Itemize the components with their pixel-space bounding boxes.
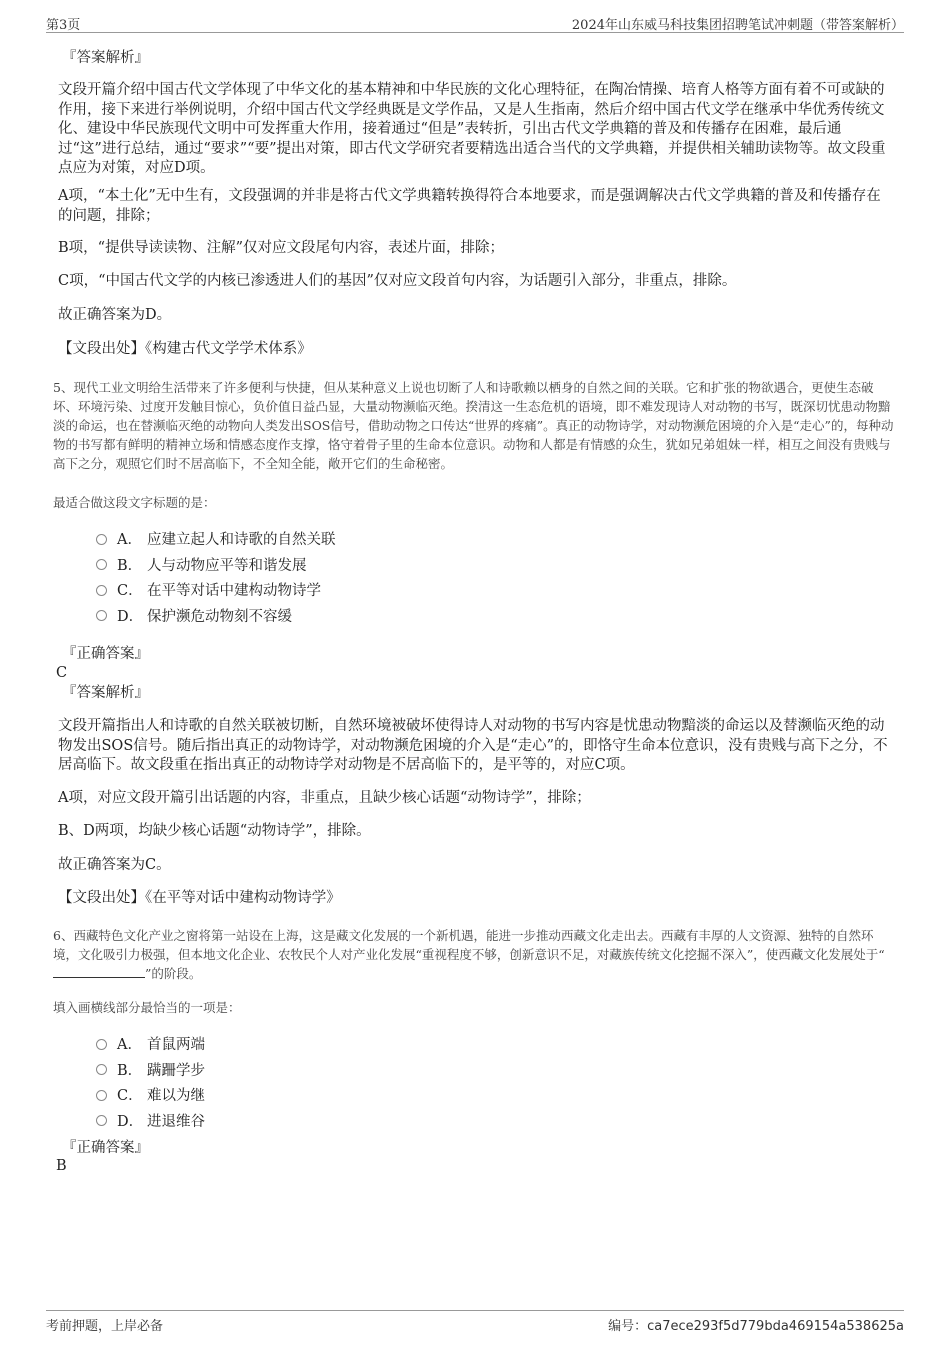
radio-icon[interactable] [96,585,107,596]
q5-question: 最适合做这段文字标题的是： [53,495,216,510]
radio-icon[interactable] [96,1090,107,1101]
q4-source: 【文段出处】《构建古代文学学术体系》 [58,341,312,357]
q4-option-a-analysis: A项，“本土化”无中生有，文段强调的并非是将古代文学典籍转换得符合本地要求，而是强调解决古代文学典籍的普及和传播存在的问题，排除； [58,188,881,224]
q5-options [96,528,336,630]
q5-answer: C [56,665,68,681]
page-footer [46,1310,904,1333]
q5-option-c[interactable]: C． 在平等对话中建构动物诗学 [96,579,336,605]
q5-analysis-text: 文段开篇指出人和诗歌的自然关联被切断，自然环境被破坏使得诗人对动物的书写内容是忧患动物黯淡的命运以及替濒临灭绝的动物发出SOS信号。随后指出真正的动物诗学，对动物濒危困境的介入是“走心”的，即恪守生命本位意识，没有贵贱与高下之分，不居高临下。故文段重在指出真正的动物诗学对动物是不居高临下的，是平等的，对应C项。 [58,718,888,773]
q4-analysis-label: 『答案解析』 [62,50,149,66]
radio-icon[interactable] [96,534,107,545]
q5-option-d[interactable]: D． 保护濒危动物刻不容缓 [96,605,336,631]
q6-option-c[interactable]: C． 难以为继 [96,1084,205,1110]
q5-answer-label: 『正确答案』 [62,646,149,662]
q4-option-b-analysis: B项，“提供导读读物、注解”仅对应文段尾句内容，表述片面，排除； [58,240,504,256]
radio-icon[interactable] [96,1039,107,1050]
radio-icon[interactable] [96,1115,107,1126]
document-title: 2024年山东威马科技集团招聘笔试冲刺题（带答案解析） [571,18,904,33]
q6-question: 填入画横线部分最恰当的一项是： [53,1000,241,1015]
q5-conclusion: 故正确答案为C。 [58,857,171,873]
radio-icon[interactable] [96,559,107,570]
document-serial: 编号：ca7ece293f5d779bda469154a538625a [608,1319,904,1334]
q5-stem: 5、现代工业文明给生活带来了许多便利与快捷，但从某种意义上说也切断了人和诗歌赖以栖身的自然之间的关联。它和扩张的物欲遇合，更使生态破坏、环境污染、过度开发触目惊心，负价值日益凸显，大量动物濒临灭绝。揆清这一生态危机的语境，即不难发现诗人对动物的书写，既深切忧患动物黯淡的命运，也在替濒临灭绝的动物向人类发出SOS信号，借助动物之口传达“世界的疼痛”。真正的动物诗学，对动物濒危困境的介入是“走心”的，每种动物的书写都有鲜明的精神立场和情感态度作支撑，恪守着骨子里的生命本位意识。动物和人都是有情感的众生，犹如兄弟姐妹一样，相互之间没有贵贱与高下之分，观照它们时不居高临下，不全知全能，敞开它们的生命秘密。 [53,380,894,471]
q6-answer: B [56,1158,67,1174]
q6-stem: 6、西藏特色文化产业之窗将第一站设在上海，这是藏文化发展的一个新机遇，能进一步推动西藏文化走出去。西藏有丰厚的人文资源、独特的自然环境，文化吸引力极强，但本地文化企业、农牧民个人对产业化发展“重视程度不够，创新意识不足，对藏族传统文化挖掘不深入”，使西藏文化发展处于“”的阶段。 [53,928,885,981]
footer-slogan: 考前押题，上岸必备 [46,1319,164,1334]
radio-icon[interactable] [96,1064,107,1075]
q4-conclusion: 故正确答案为D。 [58,307,172,323]
q5-analysis-label: 『答案解析』 [62,685,149,701]
q5-option-bd-analysis: B、D两项，均缺少核心话题“动物诗学”，排除。 [58,823,371,839]
q4-option-c-analysis: C项，“中国古代文学的内核已渗透进人们的基因”仅对应文段首句内容，为话题引入部分，非重点，排除。 [58,273,737,289]
q6-answer-label: 『正确答案』 [62,1140,149,1156]
page-number: 第3页 [46,18,81,33]
q6-options [96,1033,205,1135]
q5-option-b[interactable]: B． 人与动物应平等和谐发展 [96,554,336,580]
q4-analysis-text: 文段开篇介绍中国古代文学体现了中华文化的基本精神和中华民族的文化心理特征，在陶冶情操、培育人格等方面有着不可或缺的作用，接下来进行举例说明，介绍中国古代文学经典既是文学作品，又是人生指南，然后介绍中国古代文学在继承中华优秀传统文化、建设中华民族现代文明中可发挥重大作用，接着通过“但是”表转折，引出古代文学典籍的普及和传播存在困难，最后通过“这”进行总结，通过“要求”“要”提出对策，即古代文学研究者要精选出适合当代的文学典籍，并提供相关辅助读物等。故文段重点应为对策，对应D项。 [58,82,886,176]
page-header [46,14,904,33]
q5-option-a-analysis: A项，对应文段开篇引出话题的内容，非重点，且缺少核心话题“动物诗学”，排除； [58,790,591,806]
q6-option-a[interactable]: A． 首鼠两端 [96,1033,205,1059]
radio-icon[interactable] [96,610,107,621]
q6-option-b[interactable]: B． 蹒跚学步 [96,1059,205,1085]
q5-option-a[interactable]: A． 应建立起人和诗歌的自然关联 [96,528,336,554]
q6-option-d[interactable]: D． 进退维谷 [96,1110,205,1136]
fill-blank [53,965,145,978]
q5-source: 【文段出处】《在平等对话中建构动物诗学》 [58,890,341,906]
